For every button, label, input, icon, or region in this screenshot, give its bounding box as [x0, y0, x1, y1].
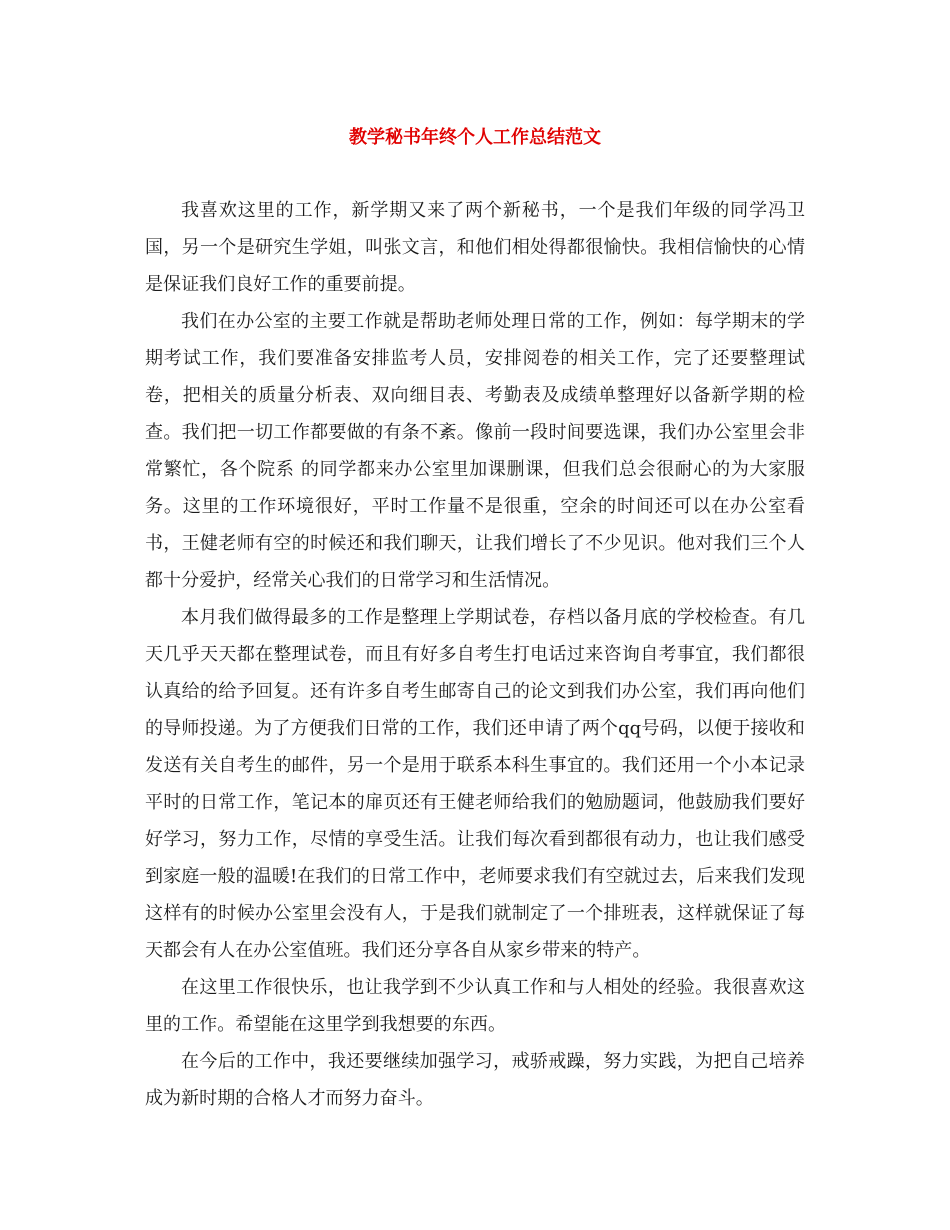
paragraph-2: 我们在办公室的主要工作就是帮助老师处理日常的工作，例如：每学期末的学期考试工作，我们要准备安排监考人员，安排阅卷的相关工作，完了还要整理试卷，把相关的质量分析表、双向细目表、考勤表及成绩单整理好以备新学期的检查。我们把一切工作都要做的有条不紊。像前一段时间要选课，我们办公室里会非常繁忙，各个院系 的同学都来办公室里加课删课，但我们总会很耐心的为大家服务。这里的工作环境很好，平时工作量不是很重，空余的时间还可以在办公室看书，王健老师有空的时候还和我们聊天，让我们增长了不少见识。他对我们三个人都十分爱护，经常关心我们的日常学习和生活情况。: [145, 311, 805, 591]
document-body: [145, 192, 805, 1117]
document-title: 教学秘书年终个人工作总结范文: [349, 127, 601, 148]
paragraph-3: 本月我们做得最多的工作是整理上学期试卷，存档以备月底的学校检查。有几天几乎天天都在整理试卷，而且有好多自考生打电话过来咨询自考事宜，我们都很认真给的给予回复。还有许多自考生邮寄自己的论文到我们办公室，我们再向他们的导师投递。为了方便我们日常的工作，我们还申请了两个qq号码，以便于接收和发送有关自考生的邮件，另一个是用于联系本科生事宜的。我们还用一个小本记录平时的日常工作，笔记本的扉页还有王健老师给我们的勉励题词，他鼓励我们要好好学习，努力工作，尽情的享受生活。让我们每次看到都很有动力，也让我们感受到家庭一般的温暖!在我们的日常工作中，老师要求我们有空就过去，后来我们发现这样有的时候办公室里会没有人，于是我们就制定了一个排班表，这样就保证了每天都会有人在办公室值班。我们还分享各自从家乡带来的特产。: [145, 607, 805, 961]
paragraph-1: 我喜欢这里的工作，新学期又来了两个新秘书，一个是我们年级的同学冯卫国，另一个是研究生学姐，叫张文言，和他们相处得都很愉快。我相信愉快的心情是保证我们良好工作的重要前提。: [145, 200, 805, 295]
paragraph-5: 在今后的工作中，我还要继续加强学习，戒骄戒躁，努力实践，为把自己培养成为新时期的合格人才而努力奋斗。: [145, 1051, 805, 1109]
paragraph-4: 在这里工作很快乐，也让我学到不少认真工作和与人相处的经验。我很喜欢这里的工作。希望能在这里学到我想要的东西。: [145, 977, 805, 1035]
